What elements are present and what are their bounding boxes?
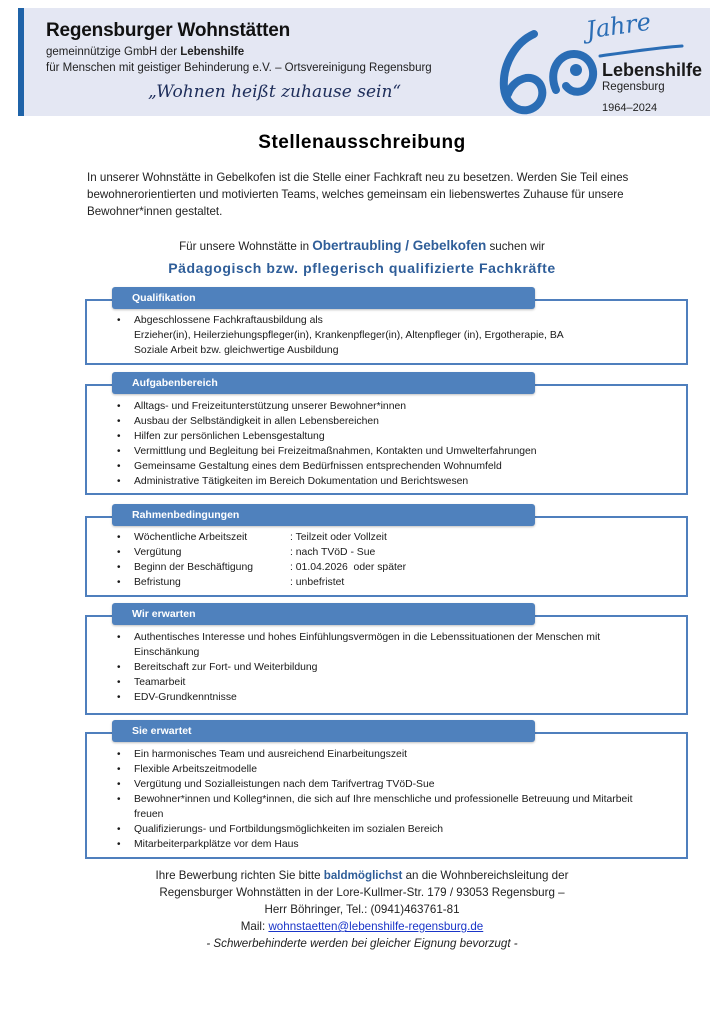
motto: „Wohnen heißt zuhause sein“ — [148, 82, 402, 102]
section-qualifikation — [85, 287, 688, 367]
contact-text: an die Wohnbereichsleitung der — [402, 869, 569, 882]
contact-phone: Herr Böhringer, Tel.: (0941)463761-81 — [264, 903, 460, 916]
list-item: • Gemeinsame Gestaltung eines dem Bedürfnissen entsprechenden Wohnumfeld — [115, 459, 537, 474]
application-contact — [0, 867, 724, 952]
list-item: • Alltags- und Freizeitunterstützung unserer Bewohner*innen — [115, 399, 537, 414]
list-item: • Mitarbeiterparkplätze vor dem Haus — [115, 837, 655, 852]
list-item: • Abgeschlossene Fachkraftausbildung als — [115, 313, 564, 328]
organization-subtitle-line2: für Menschen mit geistiger Behinderung e.V. – Ortsvereinigung Regensburg — [46, 62, 432, 74]
list-item: • Authentisches Interesse und hohes Einfühlungsvermögen in die Lebenssituationen der Menschen mit Einschänkung — [115, 630, 645, 660]
list-item: • Hilfen zur persönlichen Lebensgestaltung — [115, 429, 537, 444]
anniversary-logo — [490, 8, 724, 116]
rahmenbedingungen-list — [115, 530, 406, 590]
logo-name: Lebenshilfe — [602, 60, 703, 80]
list-item: • Administrative Tätigkeiten im Bereich Dokumentation und Berichtswesen — [115, 474, 537, 489]
list-item-text: Erzieher(in), Heilerziehungspfleger(in), Krankenpfleger(in), Altenpfleger (in), Ergotherapie, BA — [134, 330, 564, 341]
aufgabenbereich-list — [115, 399, 537, 489]
condition-label: Vergütung — [134, 547, 182, 558]
organization-subtitle — [46, 46, 244, 58]
contact-address: Regensburger Wohnstätten in der Lore-Kullmer-Str. 179 / 93053 Regensburg – — [159, 886, 565, 899]
section-header: Rahmenbedingungen — [112, 504, 535, 526]
section-aufgabenbereich — [85, 372, 688, 498]
section-rahmenbedingungen — [85, 504, 688, 600]
list-item: • Qualifizierungs- und Fortbildungsmöglichkeiten im sozialen Bereich — [115, 822, 655, 837]
list-item-continuation — [115, 343, 564, 358]
contact-mail — [0, 918, 724, 935]
section-sie-erwartet — [85, 720, 688, 862]
subtitle-bold: Lebenshilfe — [180, 46, 245, 58]
condition-value: : 01.04.2026 oder später — [290, 562, 407, 573]
contact-text: Ihre Bewerbung richten Sie bitte — [155, 869, 324, 882]
letterhead — [18, 8, 710, 116]
email-link[interactable]: wohnstaetten@lebenshilfe-regensburg.de — [268, 920, 484, 933]
list-item-continuation — [115, 328, 564, 343]
subtitle-prefix: gemeinnützige GmbH der — [46, 46, 181, 58]
condition-value: : Teilzeit oder Vollzeit — [290, 532, 387, 543]
search-line — [0, 238, 724, 253]
logo-jahre: Jahre — [584, 7, 653, 45]
list-item: • Vergütung und Sozialleistungen nach dem Tarifvertrag TVöD-Sue — [115, 777, 655, 792]
section-header: Qualifikation — [112, 287, 535, 309]
condition-label: Beginn der Beschäftigung — [134, 562, 254, 573]
page-title: Stellenausschreibung — [258, 132, 466, 153]
list-item: • Bewohner*innen und Kolleg*innen, die sich auf Ihre menschliche und professionelle Betreuung und Mitarbeit freuen — [115, 792, 655, 822]
intro-paragraph: In unserer Wohnstätte in Gebelkofen ist die Stelle einer Fachkraft neu zu besetzen. Werden Sie Teil eines bewohnerorientierten und motivierten Teams, welches gemeinsam ein liebenswertes Zuhause für unsere Bewohner*innen gestaltet. — [87, 171, 629, 218]
sixty-logo-icon — [494, 28, 598, 118]
section-header: Wir erwarten — [112, 603, 535, 625]
section-header: Aufgabenbereich — [112, 372, 535, 394]
section-wir-erwarten — [85, 603, 688, 717]
condition-label: Wöchentliche Arbeitszeit — [134, 532, 248, 543]
list-item: • Flexible Arbeitszeitmodelle — [115, 762, 655, 777]
equal-opportunity-note: - Schwerbehinderte werden bei gleicher Eignung bevorzugt - — [206, 937, 518, 950]
list-item: • Ausbau der Selbständigkeit in allen Lebensbereichen — [115, 414, 537, 429]
underline-swoosh-icon — [598, 44, 684, 58]
organization-name: Regensburger Wohnstätten — [46, 20, 290, 41]
list-item: • Ein harmonisches Team und ausreichend Einarbeitungszeit — [115, 747, 655, 762]
list-item-text: Soziale Arbeit bzw. gleichwertige Ausbildung — [134, 345, 339, 356]
condition-value: : unbefristet — [290, 577, 345, 588]
list-item — [115, 560, 406, 575]
logo-years: 1964–2024 — [602, 102, 658, 114]
condition-value: : nach TVöD - Sue — [290, 547, 376, 558]
search-suffix: suchen wir — [486, 240, 545, 253]
list-item: • Vermittlung und Begleitung bei Freizeitmaßnahmen, Kontakten und Umwelterfahrungen — [115, 444, 537, 459]
letterhead-accent-bar — [18, 8, 24, 116]
sie-erwartet-list — [115, 747, 655, 852]
logo-city: Regensburg — [602, 81, 665, 93]
contact-line-1 — [0, 867, 724, 884]
section-header: Sie erwartet — [112, 720, 535, 742]
list-item: • EDV-Grundkenntnisse — [115, 690, 645, 705]
contact-highlight: baldmöglichst — [323, 869, 403, 882]
list-item: • Teamarbeit — [115, 675, 645, 690]
qualifikation-list — [115, 313, 564, 358]
condition-label: Befristung — [134, 577, 181, 588]
list-item — [115, 530, 406, 545]
wir-erwarten-list — [115, 630, 645, 705]
mail-label: Mail: — [240, 920, 269, 933]
list-item — [115, 575, 406, 590]
search-prefix: Für unsere Wohnstätte in — [179, 240, 313, 253]
position-title: Pädagogisch bzw. pflegerisch qualifizierte Fachkräfte — [168, 260, 556, 276]
list-item — [115, 545, 406, 560]
list-item: • Bereitschaft zur Fort- und Weiterbildung — [115, 660, 645, 675]
search-location: Obertraubling / Gebelkofen — [312, 238, 487, 253]
